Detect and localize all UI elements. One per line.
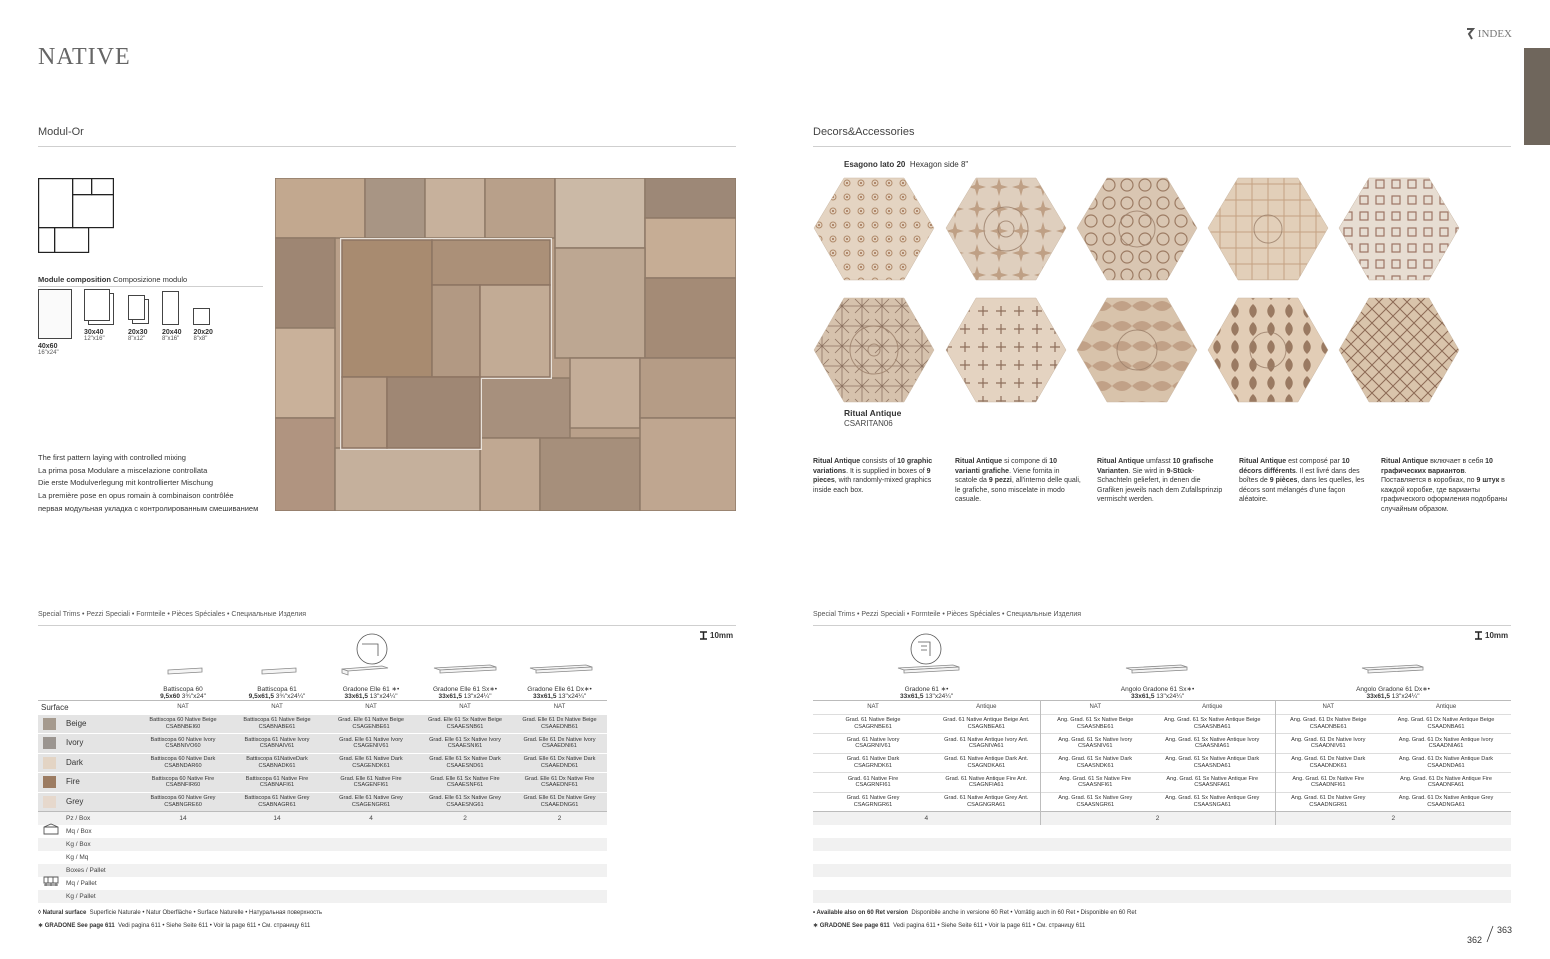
finish-label: NAT bbox=[459, 704, 471, 710]
divider bbox=[813, 146, 1511, 147]
trim-cell: Ang. Grad. 61 Dx Native Beige CSAADNBE61 bbox=[1275, 714, 1381, 734]
index-link[interactable] bbox=[1466, 28, 1512, 40]
pack-label: Kg / Mq bbox=[66, 853, 89, 861]
module-size: 20x20 8"x8" bbox=[193, 289, 212, 342]
trim-cell: Grad. Elle 61 Native Dark CSAGENDK61 bbox=[339, 756, 403, 769]
pack-label: Mq / Pallet bbox=[38, 877, 136, 890]
trim-cell: Grad. 61 Native Antique Beige Ant. CSAGNBEA61 bbox=[943, 717, 1030, 730]
trim-cell: Ang. Grad. 61 Sx Native Antique Beige CSAASNBA61 bbox=[1164, 717, 1261, 730]
trim-cell: Battiscopa 60 Native Dark CSABNDAR60 bbox=[150, 756, 216, 769]
table-row bbox=[38, 773, 607, 793]
hexagon-tile bbox=[1077, 298, 1197, 402]
special-trims-title: Special Trims • Pezzi Speciali • Formteile • Pièces Spéciales • Специальные Изделия bbox=[813, 611, 1082, 618]
pack-value: 2 bbox=[1275, 812, 1511, 825]
laying-pattern-diagram bbox=[38, 178, 114, 253]
trim-cell: Ang. Grad. 61 Dx Native Grey CSAADNGR61 bbox=[1275, 792, 1381, 812]
color-swatch bbox=[43, 757, 56, 769]
pack-value: 14 bbox=[273, 814, 281, 822]
laying-description: The first pattern laying with controlled mixing La prima posa Modulare a miscelazione controllata Die erste Modulverlegung mit kontrollierter Mischung La première pose en opus romain à combinaison contrôlée первая модульная укладка с контролированным смешиванием bbox=[38, 453, 259, 513]
trim-cell: Grad. 61 Native Dark CSAGRNDK61 bbox=[846, 756, 900, 769]
pack-row bbox=[813, 851, 1511, 864]
hexagon-tile bbox=[1077, 178, 1197, 280]
finish-label: Antique bbox=[1435, 704, 1457, 710]
module-size: 30x40 12"x16" bbox=[84, 289, 116, 342]
group-header: Angolo Gradone 61 Sx∗• 33x61,5 13"x24¼" bbox=[1120, 685, 1195, 700]
pack-label: Kg / Box bbox=[66, 840, 91, 848]
box-icon bbox=[43, 823, 59, 835]
trim-cell: Grad. 61 Native Ivory CSAGRNIV61 bbox=[846, 736, 900, 750]
pack-row bbox=[813, 825, 1511, 838]
product-info: Ritual Antique CSARITAN06 bbox=[844, 408, 902, 428]
pack-value: 2 bbox=[1040, 812, 1275, 825]
brand-title: NATIVE bbox=[38, 44, 131, 70]
trim-cell: Grad. Elle 61 Native Ivory CSAGENIV61 bbox=[339, 736, 403, 750]
trim-cell: Grad. 61 Native Antique Fire Ant. CSAGNFIA61 bbox=[945, 775, 1028, 789]
module-size: 20x40 8"x16" bbox=[162, 289, 181, 342]
module-size: 20x30 8"x12" bbox=[128, 289, 150, 342]
description-en: Ritual Antique consists of 10 graphic variations. It is supplied in boxes of 9 pieces, with randomly-mixed graphics inside each box. bbox=[813, 458, 933, 494]
trim-cell: Battiscopa 60 Native Ivory CSABNIVO60 bbox=[150, 736, 216, 750]
pack-value: 4 bbox=[369, 814, 373, 822]
pack-row bbox=[38, 890, 607, 903]
trim-cell: Battiscopa 61 Native Fire CSABNAFI61 bbox=[245, 775, 309, 789]
section-tab[interactable] bbox=[1524, 48, 1550, 145]
trim-cell: Grad. Elle 61 Sx Native Ivory CSAAESNI61 bbox=[429, 736, 501, 750]
trim-cell: Battiscopa 61 Native Beige CSABNABE61 bbox=[243, 717, 311, 730]
footnote-gradone: ∗ GRADONE See page 611 Vedi pagina 611 • Siehe Seite 611 • Voir la page 611 • См. страницу 611 bbox=[38, 923, 311, 929]
hexagon-tile bbox=[1208, 298, 1328, 402]
trim-cell: Ang. Grad. 61 Dx Native Antique Dark CSAADNDA61 bbox=[1398, 756, 1494, 769]
trim-cell: Grad. Elle 61 Sx Native Grey CSAAESNG61 bbox=[429, 795, 501, 808]
trim-drawings bbox=[150, 632, 610, 680]
trim-cell: Battiscopa 60 Native Grey CSABNGRE60 bbox=[150, 795, 216, 808]
trim-cell: Ang. Grad. 61 Sx Native Antique Fire CSAASNFA61 bbox=[1166, 775, 1259, 789]
product-header: Battiscopa 60 9,5x60 3¾"x24" bbox=[160, 685, 206, 700]
description-de: Ritual Antique umfasst 10 grafische Varianten. Sie wird in 9-Stück-Schachteln geliefert, in denen die Grafiken jeweils nach dem Zufallsprinzip vermischt werden. bbox=[1097, 458, 1223, 503]
thickness-label: 10mm bbox=[1474, 631, 1508, 640]
pack-label: Kg / Pallet bbox=[66, 892, 96, 900]
finish-label: NAT bbox=[271, 704, 283, 710]
hexagon-tile bbox=[814, 178, 934, 280]
page-number-left: 362 bbox=[1467, 935, 1483, 945]
thickness-icon bbox=[699, 631, 708, 640]
pack-row bbox=[813, 838, 1511, 851]
trim-cell: Grad. 61 Native Antique Ivory Ant. CSAGNIVA61 bbox=[944, 736, 1029, 750]
pack-row bbox=[813, 877, 1511, 890]
finish-label: Antique bbox=[976, 704, 997, 710]
group-header: Gradone 61 ∗• 33x61,5 13"x24¼" bbox=[899, 685, 954, 700]
trim-cell: Ang. Grad. 61 Sx Native Ivory CSAASNIV61 bbox=[1040, 734, 1150, 754]
description-ru: Ritual Antique включает в себя 10 графических вариантов. Поставляется в коробках, по 9 штук в каждой коробке, где варианты графического оформления подобраны случайным образом. bbox=[1381, 458, 1508, 513]
hexagon-tile bbox=[814, 298, 934, 402]
product-header: Gradone Elle 61 ∗• 33x61,5 13"x24¼" bbox=[342, 685, 400, 700]
pack-row bbox=[38, 851, 607, 864]
trim-section-icon bbox=[357, 634, 387, 664]
index-arrow-icon bbox=[1466, 28, 1475, 40]
divider bbox=[38, 146, 736, 147]
trim-cell: Ang. Grad. 61 Dx Native Fire CSAADNFI61 bbox=[1275, 773, 1381, 793]
hexagon-decor-grid bbox=[812, 176, 1472, 408]
trim-cell: Ang. Grad. 61 Sx Native Fire CSAASNFI61 bbox=[1040, 773, 1150, 793]
finish-label: NAT bbox=[177, 704, 189, 710]
color-name: Ivory bbox=[38, 734, 136, 754]
finish-label: Antique bbox=[1202, 704, 1223, 710]
page-separator bbox=[1485, 925, 1495, 943]
table-row bbox=[813, 792, 1511, 812]
module-size: 40x60 16"x24" bbox=[38, 289, 72, 356]
trim-cell: Battiscopa 61 Native Ivory CSABNAIV61 bbox=[244, 736, 310, 750]
pack-value: 4 bbox=[924, 814, 929, 822]
pack-row bbox=[38, 877, 607, 890]
trim-cell: Ang. Grad. 61 Dx Native Antique Beige CSAADNBA61 bbox=[1397, 717, 1495, 730]
trim-cell: Ang. Grad. 61 Dx Native Dark CSAADNDK61 bbox=[1275, 753, 1381, 773]
pack-row bbox=[38, 825, 607, 838]
hexagon-tile bbox=[946, 178, 1066, 280]
pack-row bbox=[813, 812, 1511, 825]
trim-cell: Ang. Grad. 61 Sx Native Antique Ivory CSAASNIA61 bbox=[1165, 736, 1260, 750]
trim-cell: Grad. Elle 61 Dx Native Ivory CSAAEDNI61 bbox=[523, 736, 596, 750]
trim-cell: Grad. 61 Native Antique Grey Ant. CSAGNGRA61 bbox=[944, 795, 1029, 808]
table-row bbox=[38, 792, 607, 812]
footnote-natural: ◊ Natural surface Superficie Naturale • Natur Oberfläche • Surface Naturelle • Натуральная поверхность bbox=[38, 910, 323, 916]
pack-value: 2 bbox=[463, 814, 467, 822]
table-row bbox=[813, 714, 1511, 734]
trim-cell: Ang. Grad. 61 Sx Native Grey CSAASNGR61 bbox=[1040, 792, 1150, 812]
divider bbox=[38, 286, 263, 287]
pack-value: 2 bbox=[557, 814, 562, 822]
color-swatch bbox=[43, 737, 56, 749]
color-name: Fire bbox=[38, 773, 136, 793]
trim-cell: Grad. 61 Native Grey CSAGRNGR61 bbox=[846, 795, 900, 808]
hexagon-tile bbox=[1208, 178, 1328, 280]
trim-drawing bbox=[168, 665, 592, 675]
section-title-decors: Decors&Accessories bbox=[813, 126, 915, 138]
table-row bbox=[38, 734, 607, 754]
color-swatch bbox=[43, 718, 56, 730]
table-row bbox=[38, 753, 607, 773]
hexagon-tile bbox=[1339, 298, 1459, 402]
hexagon-tile bbox=[1339, 178, 1459, 280]
finish-label: NAT bbox=[553, 704, 566, 710]
trim-cell: Grad. Elle 61 Dx Native Fire CSAAEDNF61 bbox=[524, 775, 595, 789]
trim-cell: Ang. Grad. 61 Sx Native Dark CSAASNDK61 bbox=[1040, 753, 1150, 773]
pack-label: Pz / Box bbox=[66, 814, 91, 822]
step-drawing bbox=[898, 665, 1423, 673]
trim-cell: Grad. Elle 61 Dx Native Dark CSAAEDND61 bbox=[523, 756, 596, 769]
trim-cell: Grad. Elle 61 Sx Native Dark CSAAESND61 bbox=[429, 756, 501, 769]
trim-cell: Ang. Grad. 61 Sx Native Antique Dark CSAASNDA61 bbox=[1165, 756, 1260, 769]
description-fr: Ritual Antique est composé par 10 décors différents. Il est livré dans des boîtes de 9 pièces, dans les quelles, les décors sont mélangés d'une façon aléatoire. bbox=[1239, 458, 1365, 503]
trim-cell: Battiscopa 60 Native Beige CSABNBEI60 bbox=[149, 717, 217, 730]
trim-cell: Grad. Elle 61 Sx Native Beige CSAAESNB61 bbox=[428, 717, 502, 730]
pack-row bbox=[38, 838, 607, 851]
color-name: Dark bbox=[38, 753, 136, 773]
trim-cell: Grad. Elle 61 Native Grey CSAGENGR61 bbox=[339, 795, 403, 808]
product-header: Gradone Elle 61 Dx∗• 33x61,5 13"x24¼" bbox=[527, 685, 592, 700]
hexagon-tile bbox=[946, 298, 1066, 402]
table-row bbox=[813, 773, 1511, 793]
thickness-label: 10mm bbox=[699, 631, 733, 640]
trim-cell: Grad. 61 Native Beige CSAGRNBE61 bbox=[845, 717, 901, 730]
step-drawings bbox=[813, 632, 1511, 680]
table-row bbox=[38, 714, 607, 734]
trim-cell: Grad. Elle 61 Native Beige CSAGENBE61 bbox=[338, 717, 404, 730]
trim-cell: Ang. Grad. 61 Dx Native Ivory CSAADNIV61 bbox=[1275, 734, 1381, 754]
product-header: Gradone Elle 61 Sx∗• 33x61,5 13"x24¼" bbox=[432, 685, 498, 700]
trim-cell: Battiscopa 61NativeDark CSABNADK61 bbox=[246, 756, 308, 769]
color-name: Grey bbox=[38, 792, 136, 812]
surface-label: Surface bbox=[41, 702, 69, 712]
color-swatch bbox=[43, 796, 56, 808]
trim-cell: Grad. 61 Native Antique Dark Ant. CSAGNDKA61 bbox=[944, 756, 1029, 769]
section-title-modul-or: Modul-Or bbox=[38, 126, 84, 138]
finish-label: NAT bbox=[1040, 700, 1150, 714]
pack-label: Mq / Box bbox=[38, 825, 136, 838]
divider bbox=[38, 625, 736, 626]
pack-row bbox=[813, 890, 1511, 903]
trim-cell: Grad. 61 Native Fire CSAGRNFI61 bbox=[847, 775, 899, 789]
pack-value: 14 bbox=[179, 814, 187, 822]
pallet-icon bbox=[43, 875, 59, 887]
trim-cell: Grad. Elle 61 Native Fire CSAGENFI61 bbox=[340, 775, 402, 789]
trim-cell: Battiscopa 61 Native Grey CSABNAGR61 bbox=[244, 795, 310, 808]
pack-row bbox=[38, 812, 607, 825]
pack-row bbox=[813, 864, 1511, 877]
index-label: INDEX bbox=[1477, 28, 1512, 40]
trim-cell: Ang. Grad. 61 Dx Native Antique Grey CSAADNGA61 bbox=[1398, 795, 1494, 808]
hexagon-title: Esagono lato 20 Hexagon side 8" bbox=[844, 160, 969, 169]
page-number-right: 363 bbox=[1497, 925, 1513, 935]
floor-photo bbox=[275, 178, 736, 511]
trim-cell: Grad. Elle 61 Dx Native Beige CSAAEDNB61 bbox=[522, 717, 597, 730]
divider bbox=[813, 625, 1511, 626]
trim-cell: Ang. Grad. 61 Sx Native Antique Grey CSAASNGA61 bbox=[1165, 795, 1260, 808]
module-composition-title: Module composition Composizione modulo bbox=[38, 275, 188, 284]
trim-cell: Ang. Grad. 61 Sx Native Beige CSAASNBE61 bbox=[1040, 714, 1150, 734]
group-header: Angolo Gradone 61 Dx∗• 33x61,5 13"x24¼" bbox=[1356, 685, 1430, 700]
pack-label: Boxes / Pallet bbox=[66, 866, 106, 874]
special-trims-title: Special Trims • Pezzi Speciali • Formteile • Pièces Spéciales • Специальные Изделия bbox=[38, 611, 307, 618]
left-trims-table bbox=[38, 680, 607, 903]
right-trims-table bbox=[813, 680, 1511, 903]
step-section-icon bbox=[911, 634, 941, 664]
trim-cell: Battiscopa 60 Native Fire CSABNFIR60 bbox=[151, 775, 215, 789]
finish-label: NAT bbox=[1275, 700, 1381, 714]
table-row bbox=[813, 753, 1511, 773]
description-it: Ritual Antique si compone di 10 varianti grafiche. Viene fornita in scatole da 9 pezzi, all'interno delle quali, le grafiche, sono miscelate in modo casuale. bbox=[955, 458, 1081, 503]
footnote-60ret: • Available also on 60 Ret version Disponibile anche in versione 60 Ret • Vorrätig auch in 60 Ret • Disponible en 60 Ret bbox=[813, 910, 1137, 916]
table-row bbox=[813, 734, 1511, 754]
footnote-gradone: ∗ GRADONE See page 611 Vedi pagina 611 • Siehe Seite 611 • Voir la page 611 • См. страницу 611 bbox=[813, 923, 1086, 929]
trim-cell: Grad. Elle 61 Dx Native Grey CSAAEDNG61 bbox=[523, 795, 596, 808]
finish-label: NAT bbox=[867, 704, 879, 710]
module-sizes bbox=[38, 289, 213, 356]
trim-cell: Grad. Elle 61 Sx Native Fire CSAAESNF61 bbox=[430, 775, 500, 789]
trim-cell: Ang. Grad. 61 Dx Native Antique Ivory CSAADNIA61 bbox=[1398, 736, 1494, 750]
trim-cell: Ang. Grad. 61 Dx Native Antique Fire CSAADNFA61 bbox=[1399, 775, 1493, 789]
finish-label: NAT bbox=[365, 704, 377, 710]
pack-row bbox=[38, 864, 607, 877]
color-name: Beige bbox=[38, 714, 136, 734]
product-header: Battiscopa 61 9,5x61,5 3¾"x24¼" bbox=[248, 685, 306, 700]
color-swatch bbox=[43, 776, 56, 788]
